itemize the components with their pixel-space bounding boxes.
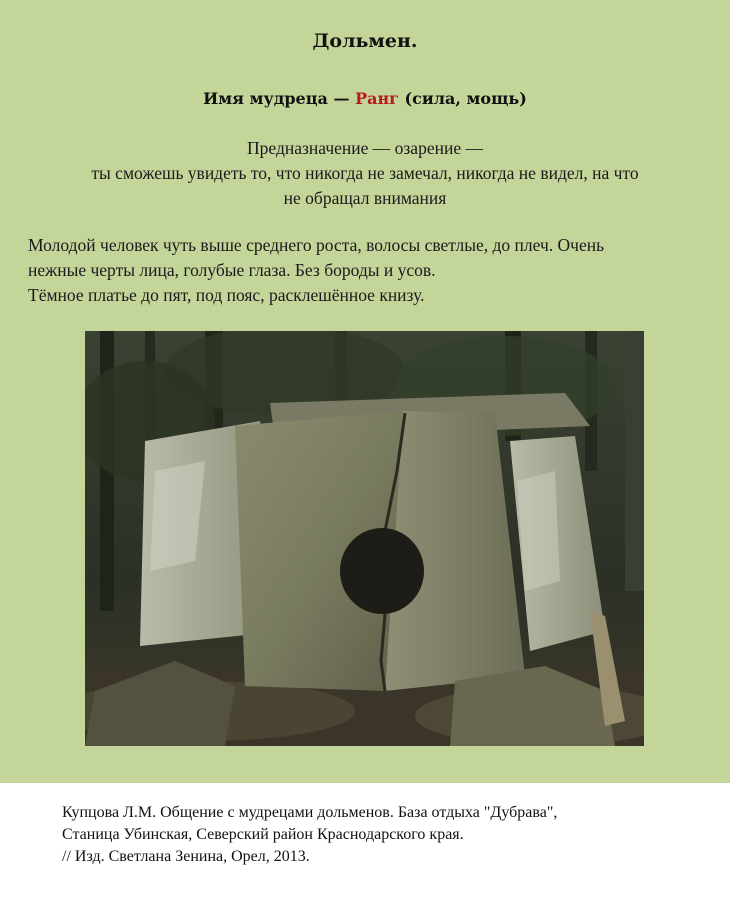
sage-name-heading	[0, 89, 730, 108]
citation-line: Станица Убинская, Северский район Краснодарского края.	[62, 826, 464, 843]
page-title: Дольмен.	[312, 30, 418, 52]
citation-line: Купцова Л.М. Общение с мудрецами дольменов. База отдыха "Дубрава",	[62, 804, 558, 821]
sage-name: Ранг	[355, 89, 399, 108]
description-line: Тёмное платье до пят, под пояс, расклешённое книзу.	[28, 285, 425, 305]
citation-line: // Изд. Светлана Зенина, Орел, 2013.	[62, 848, 310, 865]
description-line: Молодой человек чуть выше среднего роста, волосы светлые, до плеч. Очень	[28, 235, 605, 255]
purpose-line: не обращал внимания	[283, 188, 447, 208]
dolmen-photo	[85, 331, 644, 746]
description-block	[28, 233, 708, 308]
description-line: нежные черты лица, голубые глаза. Без бороды и усов.	[28, 260, 436, 280]
purpose-line: Предназначение — озарение —	[247, 138, 483, 158]
sage-name-meaning: (сила, мощь)	[398, 89, 527, 108]
citation	[62, 802, 702, 868]
purpose-block	[40, 136, 690, 211]
sage-name-prefix: Имя мудреца —	[203, 89, 356, 108]
purpose-line: ты сможешь увидеть то, что никогда не замечал, никогда не видел, на что	[91, 163, 639, 183]
